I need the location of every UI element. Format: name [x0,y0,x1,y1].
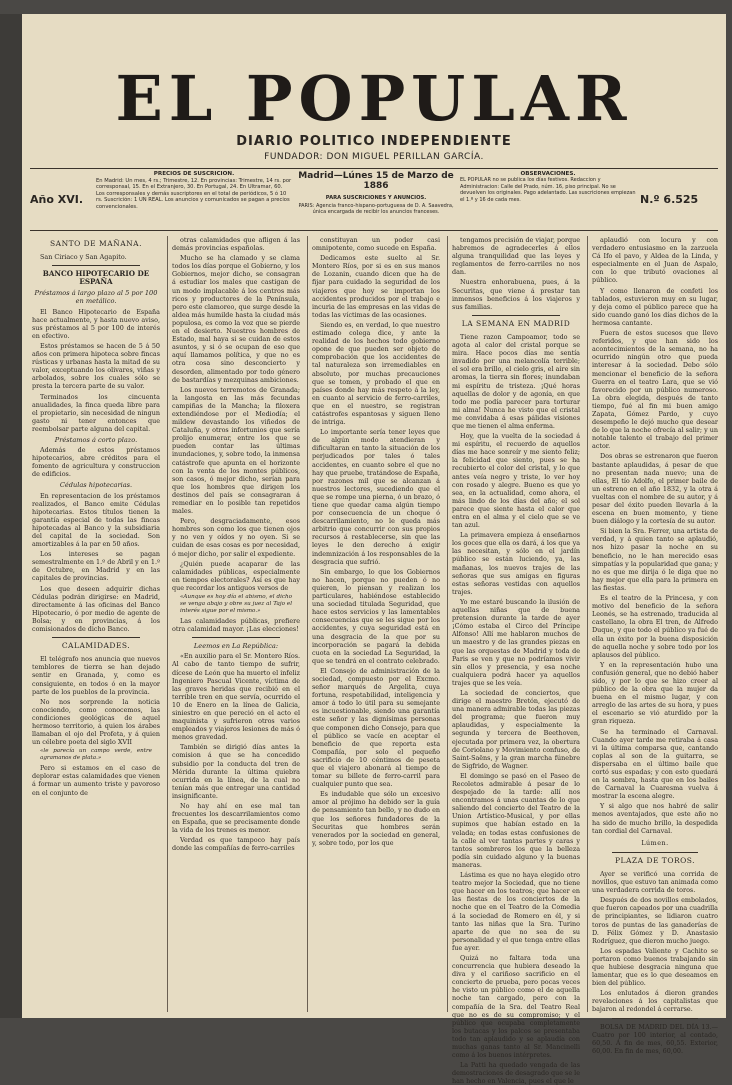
banco-paragraph-3: Terminados los cincuenta anualidades, la finca queda libre para el propietario, sin necesidad de ningun gasto ni tener entonces que reembolsar parte alguna del capital. [32,392,160,433]
semana-paragraph-9: La Patti ha quedado vengada de las demostraciones de desagrado que se le han hecho en Valencia, pues el que le [452,1061,580,1085]
prices-text: En Madrid: Un mes, 4 rs.; Trimestre, 12. En provincias: Trimestre, 14 rs. por corresponsal, 15. En el Extranjero, 30. En Portugal, 24. En Ultramar, 60. Los corresponsales y demás suscriptores en el total de periódicos, 5 ó 10 rs. Suscrición: 1 UN REAL. Los anuncios y comunicados se pagan a precios convencionales. [96,177,292,210]
column-separator [447,236,448,1012]
corto-heading: Préstamos á corto plazo. [54,435,138,444]
semana-paragraph-2: Hoy, que la vuelta de la sociedad á mi espíritu, el recuerdo de aquellos días me hace sonreír y me siento feliz; la felicidad que siento, pues se ha recubierto el color del cristal, y lo que antes veía negro y triste, lo ver hoy con rosado y alegre. Bueno es que yo sea, en la actualidad, como ahora, el más lindo de los días del año; el sol parece que siente hasta el calor que entra en el alma y el cielo que se ve tan azul. [452,432,580,530]
corto-paragraph: Además de estos préstamos hipotecarios, abre créditos para el fomento de agricultura y construccion de edificios. [32,446,160,479]
section-rule [612,852,698,853]
col3-paragraph-1: constituyan un poder casi omnipotente, como sucede en España. [312,236,440,253]
col3-paragraph-7: Es indudable que sólo un excesivo amor al prójimo ha debido ser la guía de pensamiento tan bello, y no dudo en que los señores fundadores de la Securitas que hombres serán venerados por la sociedad en general, y, sobre todo, por los que [312,790,440,847]
toros-paragraph-3: Los espadas Valiente y Cachito se portaron como buenos trabajando sin que hubiese desgracia ninguna que lamentar, que es lo que deseamos en bien del público. [592,946,718,988]
column-2 [172,236,300,1012]
article-signature: Lúmen. [641,838,669,847]
cedulas-paragraph-1: En representacion de los préstamos realizados, el Banco emite Cédulas hipotecarias. Estos títulos tienen la garantía especial de todas las fincas hipotecadas al Banco y la subsidiaria del capital de la sociedad. Son amortizables á la par en 50 años. [32,491,160,549]
semana-paragraph-4: Yo me estaré buscando la ilusión de aquellas niñas que de buena pretension durante la tarde de ayer ¡Cómo estaba el Circo del Príncipe Alfonso! Allí me hablaron muchos de un maestro y de las grandes piezas en que las orquestas de Madrid y toda de Paris se ven y que no podríamos vivir sin ellos y presencia, y esa noche cualquiera podrá hacer ya aquellos trajes que se les veía. [452,597,580,687]
column-separator [587,236,588,1012]
banco-paragraph-2: Estos préstamos se hacen de 5 á 50 años con primera hipoteca sobre fincas rústicas y urbanas hasta la mitad de su valor, exceptuando los olivares, viñas y arbolados, sobre los cuales sólo se presta la tercera parte de su valor. [32,341,160,391]
section-rule [192,637,280,638]
bolsa-paragraph: BOLSA DE MADRID DEL DÍA 13.—Cuatro por 100 interior, al contado, 60,50. Á fin de mes, 60,55. Exterior, 60,00. En fin de mes, 60,00. [592,1022,718,1055]
column-4 [452,236,581,1085]
banco-subheading: Préstamos á largo plazo al 5 por 100 en metálico. [34,289,158,306]
section-rule [52,265,140,266]
col2-paragraph-3: Los nuevos terremotos de Granada; la langosta en las más fecundas campiñas de la Mancha; la filoxera extendiéndose por el Mediodía; el mildew devastando los viñedos de Cataluña, y otros infortunios que sería prolijo enumerar, entre los que se pueden contar las últimas inundaciones, y, sobre todo, la inmensa catástrofe que apunta en el horizonte con la venta de los montes públicos, son casos, ó mejor dicho, serían para que los hombres que dirigen los destinos del país se consagraran á remediar en lo posible tan repetidos males. [172,385,300,516]
observations-heading: OBSERVACIONES. [520,171,576,177]
col3-paragraph-5: Sin embargo, lo que los Gobiernos no hacen, porque no pueden ó no quieren, lo piensan y realizan los particulares, habiéndose establecido una sociedad titulada Seguridad, que hace estos servicios y las lamentables consecuencias que se les sigue por los accidentes, y cuya seguridad está en una desgracia de la que por su incorporación se pagará la debida cuota en la sociedad La Seguridad, la que se tendrá en el contrato celebrado. [312,567,440,665]
toros-heading: PLAZA DE TOROS. [614,855,696,865]
semana-paragraph-7: Lástima es que no haya elegido otro teatro mejor la Sociedad, que no tiene que hacer en los teatros; que hacer en las fiestas de los conciertos de la noche que en el Teatro de la Comedia á la sociedad de Romero en él, y si tanto las niñas que la Sra. Turino aparte de que no sea de su personalidad y el que tenga entre ellas fue ayer. [452,871,580,952]
newspaper-title: EL POPULAR [115,62,633,135]
lectura-paragraph-2: También se dirigió días antes la comision á que se ha concedido subsidio por la conducta del tren de Mérida durante la última quiebra ocurrida en la línea, de la cual no tenían más que entregar una cantidad insignificante. [172,743,300,800]
semana-paragraph-8: Quizá no faltara toda una concurrencia que hubiera deseado la diva y el cariñoso sacrificio en el concierto de prueba, pero pocas veces he visto un público como el de aquella noche tan cargado, pero con la compañía de la Sra. del Teatro Real que no es de su compromiso; y el público que ocupaba completamente los butacas y los palcos se presentaba todo tan aplaudido y se aplaudía con muchas ganas tanto al Sr. Mancinelli como á los buenos intérpretes. [452,953,580,1060]
col5-paragraph-5: Si bien la Sra. Ferrer, una artista de verdad, y á quien tanto se aplaudió, nos hizo pasar la noche en su beneficio, no le han merecido esas simpatías y la popularidad que gana; y no es que me dirija ó le diga que no hay mejor que ella para la primera en las fiestas. [592,527,718,592]
observations [460,171,636,203]
col3-paragraph-6: El Consejo de administración de la sociedad, compuesto por el Excmo. señor marqués de Argelita, cuya fortuna, respetabilidad, inteligencia y amor á todo lo útil para su semejante es incuestionable, siendo una garantía este señor y las dignísimas personas que componen dicho Consejo, para que el público se vacíe en aceptar el beneficio de que reporta esta Compañía, por solo el pequeño sacrificio de 10 céntimos de peseta que el viajero abonará al tiempo de tomar su billete de ferro-carril para cualquier punto que sea. [312,666,440,789]
section-rule [52,637,140,638]
observations-text: EL POPULAR no se publica los días festivos. Redaccion y Administracion: Calle del Prado, núm. 16, piso principal. No se devuelven los originales. Pago adelantado. Las suscriciones empiezan el 1.º y 16 de cada mes. [460,177,636,203]
col5-paragraph-9: Y si algo que nos habré de salir menos aventajados, que este año no ha sido de mucho brillo, la despedida tan cordial del Carnaval. [592,802,718,835]
cedulas-paragraph-2: Los intereses se pagan semestralmente en 1.º de Abril y en 1.º de Octubre, en Madrid y en las capitales de provincias. [32,550,160,583]
calamidades-paragraph-2: No nos sorprende la noticia conociendo, como conocemos, las condiciones geológicas de aquel hermoso territorio, á quien los árabes llamaban el ojo del Profeta, y á quien un célebre poeta del siglo XVII [32,697,160,747]
semana-paragraph-6: El domingo se pasó en el Paseo de Recoletos admirable á pesar de lo despejado de la tarde: allí nos encontramos á unas cuantas de lo que saliendo del concierto del Teatro de la Union Artístico-Musical, y por ellas supimos que habían estado en la velada; en todas estas confusiones de la calle al ver tantas partes y caras y tantos sombreros los que la belleza podía sin cuidado alguno y la buenas maneras. [452,771,580,869]
founder-line: FUNDADOR: DON MIGUEL PERILLAN GARCÍA. [264,152,484,162]
calamidades-paragraph-1: El telégrafo nos anuncia que nuevos temblores de tierra se han dejado sentir en Granada, y, como es consiguiente, en todos ó en la mayor parte de los pueblos de la provincia. [32,655,160,696]
toros-paragraph-2: Después de dos novillos embolados, que fueron capeados por una cuadrilla de principiantes, se lidiaron cuatro toros de puntas de las ganaderías de D. Félix Gómez y D. Anastasio Rodríguez, que dieron mucho juego. [592,896,718,945]
issue-number: N.º 6.525 [640,193,699,206]
col2-paragraph-6: Las calamidades públicas, prefiere otra calamidad mayor. ¡Las elecciones! [172,617,300,634]
date-block [298,171,454,216]
col2-paragraph-1: otras calamidades que afligen á las demás provincias españolas. [172,236,300,253]
col5-paragraph-2: Y como llenaron de confeti los tablados, estuvieron muy en su lugar, y deja como el público parece que ha sido cuando ganó los días dichos de la hermosa cantante. [592,286,718,327]
subscription-prices [96,171,292,211]
section-rule [472,315,560,316]
col5-paragraph-8: Se ha terminado el Carnaval. Cuando ayer tarde me retiraba á casa vi la última comparsa que, cantando coplas al son de la guitarra, se dispersaba en el último baile que cortó sus espadas; y con esto quedará en la sombra, hasta que en los bailes de Carnaval la Cuaresma vuelva á mostrar la escena alegre. [592,727,718,801]
semana-paragraph-5: La sociedad de conciertos, que dirige el maestro Bretón, ejecutó de una manera admirable todas las piezas del programa; que fueron muy aplaudidas, y especialmente la segunda y tercera de Beethoven, ejecutada por primera vez, la obertura de Coriolano y Movimiento confuso, de Saint-Saëns, y la gran marcha fúnebre de Sigfrido, de Wagner. [452,688,580,770]
calamidades-quote: «le parecía un campo verde, entre agramanos de plata.» [40,748,152,762]
calamidades-paragraph-3: Pero si estamos en el caso de deplorar estas calamidades que vienen á formar un aumento triste y pavoroso en el conjunto de [32,764,160,797]
newspaper-page [22,14,726,1085]
col3-paragraph-4: Lo importante sería tener leyes que de algún modo atendieran y dificultaran en tanto la situación de los perjudicados por tales ó tales accidentes, en cuanto sobre el que no hay que pruebe, tratándose de España, por razones mil que se alcanzan á nuestros lectores, sucediendo que el que se rompe una pierna, ó un brazo, ó tiene que quedar cama algún tiempo por consecuencia de un choque ó descarrilamiento, no le queda más arbitrio que concurrir con sus propios recursos á restablecerse, sin que las leyes le den derecho á exigir indemnización á los responsables de la desgracia que sufrió. [312,428,440,566]
newspaper-subtitle: DIARIO POLITICO INDEPENDIENTE [236,134,512,149]
banco-paragraph-1: El Banco Hipotecario de España hace actualmente, y hasta nuevo aviso, sus préstamos al 5 por 100 de interés en efectivo. [32,307,160,340]
paris-agency-text: PARIS: Agencia franco-hispano-portuguesa de D. A. Saavedra, única encargada de recibir los anuncios franceses. [298,203,454,216]
col2-paragraph-2: Mucho se ha clamado y se clama todos los días porque el Gobierno, y los Gobiernos, mejor dicho, se consagran á estudiar los males que castigan de un modo implacable á los centros más ricos y productores de la Península, pero este clamoreo, que surge desde la aldea más humilde hasta la ciudad más populosa, es como la voz que se pierde en el desierto. Nuestros hombres de Estado, mal haya si se cuidan de estos asuntos, y si ó se ocupan de eso que aquí llamamos política, y que no es otra cosa sino desconcierto y desorden, alimentado por todo género de bastardías y mezquinas ambiciones. [172,254,300,384]
calamidades-heading: CALAMIDADES. [61,641,131,651]
col5-paragraph-3: Fuera de estos sucesos que llevo referidos, y que han sido los acontecimientos de la semana, no ha ocurrido ningún otro que pueda interesar á la sociedad. Debo sólo mencionar el beneficio de la señora Guerra en el teatro Lara, que se vió favorecido por un público numeroso. La obra elegida, después de tanto tiempo, fué al fin mi buen amigo Zapata, Gómez Pardo, y cuyo desempeño le dejó mucho que desear de lo que la noche ofrecía al salir; y un notable talento el trabajo del primer actor. [592,329,718,451]
santo-text: San Ciriaco y San Agapito. [40,253,127,262]
column-separator [167,236,168,1012]
column-separator [307,236,308,1012]
cedulas-heading: Cédulas hipotecarias. [59,481,133,490]
column-3 [312,236,440,1012]
col3-paragraph-3: Siendo es, en verdad, lo que nuestro estimado colega dice, y ante la realidad de los hechos todo gobierno opone de que pueden ser objeto de comprobación que los accidentes de tal naturaleza son irremediables en absoluto, por muchas precauciones que se tomen, y probado el que en países donde hay más respeto á la ley, en cuanto al servicio de ferro-carriles, que en el nuestro, se registran catástrofes espantosas y siguen lleno de intriga. [312,320,440,427]
issue-date: Madrid—Lúnes 15 de Marzo de 1886 [298,171,454,191]
semana-paragraph-3: La primavera empieza á enseñarnos los goces que ella os dará, á los que ya las necesitan, y sólo en el jardín público se están luciendo, ya, las mañanas, los nuevos trajes de las señoras que sus amigas en figuras estas señoras vestidas con aquellos trajes. [452,531,580,596]
masthead-rule-top [30,168,718,169]
lectura-heading: Leemos en La República: [193,642,279,651]
subscriptions-heading: PARA SUSCRICIONES Y ANUNCIOS. [325,195,427,201]
banco-heading: BANCO HIPOTECARIO DE ESPAÑA [42,269,150,287]
toros-paragraph-1: Ayer se verificó una corrida de novillos, que estuvo tan animada como una verdadera corrida de toros. [592,869,718,895]
col3-paragraph-2: Dedicamos este suelto al Sr. Montero Ríos, por si es en sus manos de Lozanin, cuando dicen que ha de fijar para cuidado la seguridad de los viajeros que hoy se importan los accidentes producidos por el trabajo e incuria de las empresas en las vidas de todas las víctimas de las ocasiones. [312,254,440,319]
article-columns [32,236,718,1085]
col2-paragraph-4: Pero, desgraciadamente, esos hombres son como los que tienen ojos y no ven y oídos y no oyen. Si se cuidan de esas cosas es por necesidad, ó mejor dicho, por salir el expediente. [172,517,300,558]
santo-heading: SANTO DE MAÑANA. [50,239,142,248]
prices-heading: PRECIOS DE SUSCRICION. [153,171,235,177]
col5-paragraph-1: aplaudió con locura y con verdadero entusiasmo en la zarzuela Cá Ifo el pavo, y Aldea de la Linda, y especialmente en el Juan de Aspalo, con lo que tributó ovaciones al público. [592,236,718,285]
col5-paragraph-7: Y en la representación hubo una confusión general, que no debió haber sido, y por lo que se hizo creer al público de la obra que la mujer da buena en el mismo lugar, y con arreglo de las artes de su hora, y pues el escenario se vió aturdido por la gran riqueza. [592,660,718,726]
col5-paragraph-6: Es el teatro de la Princesa, y con motivo del beneficio de la señora Leonés, se ha estrenado, traducida al castellano, la obra El tren, de Alfredo Duque, y que todo el público ya fué de ella un éxito por la buena disposición de aquella noche y sobre todo por los aplausos del público. [592,594,718,659]
col2-paragraph-5: ¿Quién puede acaparar de las calamidades públicas, especialmente en tiempos electorales? Así es que hay que recordar los antiguos versos de [172,559,300,592]
semana-paragraph-1: Tiene razon Campoamor, todo se agota al calor del cristal porque se mira. Hace pocos días me sentía invadido por una melancolía terrible; el sol era brillo, el cielo gris, el aire sin aromas, la tierra sin flores; inundaban mi espíritu de tristeza. ¡Qué horas aquellas de dolor y de agonía, en que todo me podía parecer para torturar mi alma! Nunca he visto que el cristal me convidaba á esas pálidas visiones que me tienen el alma enferma. [452,332,580,430]
col5-paragraph-4: Dos obras se estrenaron que fueron bastante aplaudidas, á pesar de que no presentan nada nuevo; una de ellas, El tío Adolfo, el primer baile de un estreno en el año 1832, y la otra á vueltas con el nombre de su autor, y á pesar del éxito pueden llevarla á la escena en buen momento, y tiene buen diálogo y la cortesía de su autor. [592,452,718,526]
col2-verse-quote: «Aunque es hoy día el abismo, el dicho se venga abajo y obre su juez al Tajo el interés sigue por el mismo.» [180,594,292,615]
lectura-paragraph-3: No hay ahí en ese mal tan frecuentes los descarrilamientos como en España, que se precisamente donde la vida de los trenes es menor. [172,802,300,835]
lectura-paragraph-1: «En auxilio para el Sr. Montero Ríos. Al cabo de tanto tiempo de sufrir, dícese de León que ha muerto el infeliz Ingeniero Pascual Vicente, víctima de las graves heridas que recibió en el terrible tren en que servía, ocurrido el 10 de Enero en la línea de Galicia, siniestro en que pereció en el acto el maquinista y sufrieron otros varios empleados y viajeros lesiones de más ó menos gravedad. [172,652,300,742]
column-5 [592,236,718,1055]
lectura-paragraph-4: Verdad es que tampoco hay país donde las compañías de ferro-carriles [172,836,300,853]
masthead [22,62,726,162]
scan-dark-edge [0,14,22,1018]
toros-paragraph-4: Los enlutados á dieron grandes revelaciones á los capitalistas que bajaron al redondel á cerrarse. [592,989,718,1014]
masthead-rule-bottom [30,230,718,231]
cedulas-paragraph-3: Los que deseen adquirir dichas Cédulas podrán dirigirse: en Madrid, directamente á las oficinas del Banco Hipotecario, ó por medio de agente de Bolsa; y en provincias, á los comisionados de dicho Banco. [32,584,160,634]
section-rule [612,1018,698,1019]
info-bar [30,171,718,229]
column-1 [32,236,160,1012]
year-label: Año XVI. [30,193,83,206]
col4-paragraph-1: tengamos precisión de viajar, porque habremos de agradecerles á ellos alguna tranquilidad que las leyes y reglamentos de ferro-carriles no nos dan. [452,236,581,277]
semana-heading: LA SEMANA EN MADRID [461,318,571,328]
col4-paragraph-2: Nuestra enhorabuena, pues, á la Securitas, que viene á prestar tan inmensos beneficios á los viajeros y sus familias. [452,278,580,311]
